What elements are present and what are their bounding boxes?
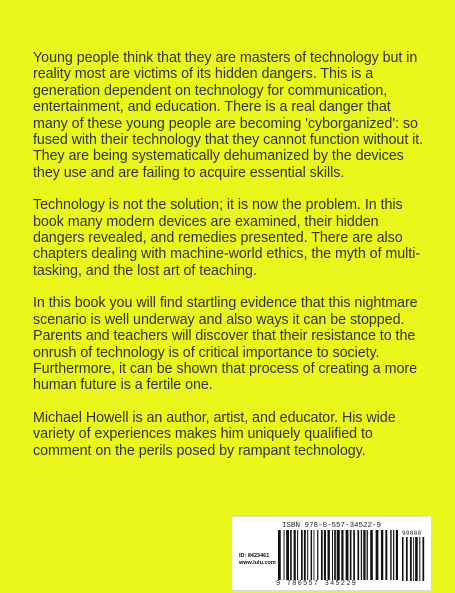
blurb-paragraph-3: In this book you will find startling evidence that this nightmare scenario is well underway and also ways it can be stopped. Parents and teachers will discover that their resistance to the onrush of technology is of critical importance to society. Furthermore, it can be shown that process of creating a more human future is a fertile one. <box>33 295 418 394</box>
addon-number: 90000 <box>402 530 422 537</box>
lulu-id: ID: 8423461 <box>239 553 270 559</box>
back-cover-copy <box>33 50 428 475</box>
lulu-site: www.lulu.com <box>239 560 276 566</box>
isbn-label: ISBN 978-0-557-34522-9 <box>282 522 382 530</box>
ean-barcode <box>278 530 398 580</box>
barcode-panel <box>231 516 432 591</box>
blurb-paragraph-1: Young people think that they are masters of technology but in reality most are victims of its hidden dangers. This is a generation dependent on technology for communication, entertainment, and education. There is a real danger that many of these young people are becoming 'cyborganized': so fused with their technology that they cannot function without it. They are being systematically dehumanized by the devices they use and are failing to acquire essential skills. <box>33 50 424 181</box>
addon-barcode <box>402 537 426 581</box>
author-bio: Michael Howell is an author, artist, and educator. His wide variety of experiences makes him uniquely qualified to comment on the perils posed by rampant technology. <box>33 409 396 459</box>
barcode-digits: 9 780557 345229 <box>276 580 358 588</box>
blurb-paragraph-2: Technology is not the solution; it is now the problem. In this book many modern devices are examined, their hidden dangers revealed, and remedies presented. There are also chapters dealing with machine-world ethics, the myth of multi-tasking, and the lost art of teaching. <box>33 197 421 279</box>
